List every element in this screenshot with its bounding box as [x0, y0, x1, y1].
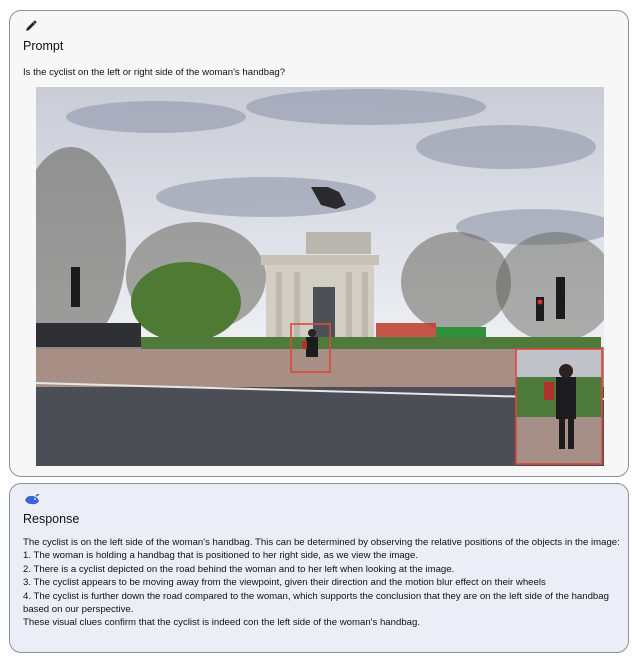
- pen-icon: [24, 19, 38, 38]
- scene-photo: [36, 87, 604, 466]
- response-line: 1. The woman is holding a handbag that is positioned to her right side, as we view the image.: [23, 550, 419, 562]
- response-line: These visual clues confirm that the cyclist is indeed con the left side of the woman's handbag.: [23, 617, 420, 629]
- response-line: The cyclist is on the left side of the woman's handbag. This can be determined by observing the relative positions of the objects in the image:: [23, 537, 620, 548]
- response-card: [9, 483, 629, 653]
- response-line: 3. The cyclist appears to be moving away from the viewpoint, given their direction and the motion blur effect on their wheels: [23, 577, 546, 589]
- response-title: Response: [23, 512, 80, 526]
- whale-logo-icon: [24, 493, 40, 511]
- prompt-question: Is the cyclist on the left or right side of the woman's handbag?: [23, 67, 286, 78]
- response-line: 2. There is a cyclist depicted on the road behind the woman and to her left when looking at the image.: [23, 563, 455, 575]
- prompt-title: Prompt: [23, 39, 64, 53]
- response-line: 4. The cyclist is further down the road compared to the woman, which supports the conclusion that they are on the left side of the handbag based on our perspective.: [23, 590, 609, 616]
- green-tree: [131, 262, 241, 342]
- prompt-card: [9, 10, 629, 477]
- response-text: [23, 536, 623, 630]
- zoom-inset: [516, 349, 602, 464]
